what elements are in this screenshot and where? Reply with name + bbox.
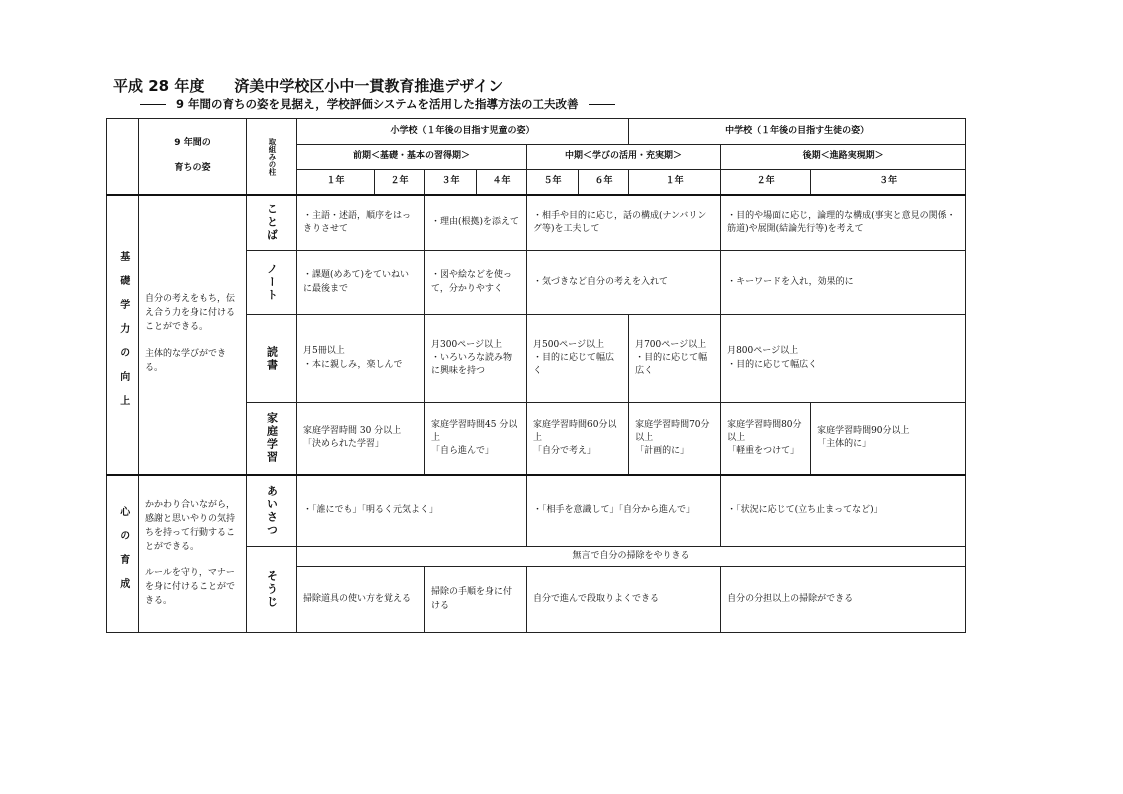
dokusho-mid-1-note: ・目的に応じて幅広く	[533, 352, 615, 377]
katei-mid-2	[629, 403, 721, 475]
header-junior: 中学校（１年後の目指す生徒の姿）	[629, 119, 966, 145]
header-stage-early: 前期＜基礎・基本の習得期＞	[297, 145, 527, 170]
goal-kokoro-2: ルールを守り，マナーを身に付けることができる。	[145, 567, 236, 606]
katei-early-1	[297, 403, 425, 475]
dokusho-late-note: ・目的に応じて幅広く	[727, 359, 818, 370]
title-name: 済美中学校区小中一貫教育推進デザイン	[234, 77, 504, 95]
note-early-1: ・課題(めあて)をていねいに最後まで	[297, 251, 425, 315]
kotoba-early-1: ・主語・述語，順序をはっきりさせて	[297, 195, 425, 251]
goal-kiso	[139, 195, 247, 475]
dokusho-mid-2-target: 月700ページ以上	[635, 339, 707, 350]
katei-late-2-time: 家庭学習時間90分以上	[817, 426, 910, 437]
pillar-aisatsu: あいさつ	[247, 475, 297, 547]
note-mid: ・気づきなど自分の考えを入れて	[527, 251, 721, 315]
dokusho-early-2-target: 月300ページ以上	[431, 339, 502, 350]
subtitle-dash-right	[589, 104, 615, 105]
pillar-note: ノート	[247, 251, 297, 315]
kotoba-late: ・目的や場面に応じ，論理的な構成(事実と意見の関係・筋道)や展開(結論先行等)を考えて	[721, 195, 966, 251]
section-label-kiso: 基礎学力の向上	[107, 195, 139, 475]
header-stage-mid: 中期＜学びの活用・充実期＞	[527, 145, 721, 170]
grade-cell: ３年	[425, 170, 477, 195]
design-table	[106, 118, 966, 633]
katei-early-2-time: 家庭学習時間45 分以上	[431, 419, 518, 443]
aisatsu-mid: ・「相手を意識して」「自分から進んで」	[527, 475, 721, 547]
souji-early-2: 掃除の手順を身に付ける	[425, 567, 527, 633]
page-subtitle	[130, 96, 625, 112]
grade-cell: １年	[297, 170, 375, 195]
header-corner	[107, 119, 139, 195]
katei-late-1-time: 家庭学習時間80分以上	[727, 419, 802, 443]
kotoba-mid: ・相手や目的に応じ，話の構成(ナンバリング等)を工夫して	[527, 195, 721, 251]
aisatsu-early: ・「誰にでも」「明るく元気よく」	[297, 475, 527, 547]
grade-cell: ５年	[527, 170, 579, 195]
subtitle-text: 9 年間の育ちの姿を見据え，学校評価システムを活用した指導方法の工夫改善	[176, 97, 579, 111]
grade-cell: ２年	[721, 170, 811, 195]
grade-cell: ３年	[811, 170, 966, 195]
pillar-dokusho: 読書	[247, 315, 297, 403]
dokusho-late-target: 月800ページ以上	[727, 346, 799, 357]
katei-early-1-note: 「決められた学習」	[303, 439, 385, 450]
dokusho-mid-2-note: ・目的に応じて幅広く	[635, 352, 708, 377]
katei-late-2-note: 「主体的に」	[817, 439, 872, 450]
katei-late-1-note: 「軽重をつけて」	[727, 445, 800, 456]
grade-cell: １年	[629, 170, 721, 195]
goal-kokoro-1: かかわり合いながら，感謝と思いやりの気持ちを持って行動することができる。	[145, 499, 236, 552]
katei-mid-1	[527, 403, 629, 475]
grade-cell: ２年	[375, 170, 425, 195]
dokusho-mid-1	[527, 315, 629, 403]
katei-early-2	[425, 403, 527, 475]
goal-kokoro	[139, 475, 247, 633]
header-sugata	[139, 119, 247, 195]
dokusho-early-1	[297, 315, 425, 403]
katei-mid-1-time: 家庭学習時間60分以上	[533, 419, 617, 443]
grade-cell: ４年	[477, 170, 527, 195]
souji-early-1: 掃除道具の使い方を覚える	[297, 567, 425, 633]
souji-late: 自分の分担以上の掃除ができる	[721, 567, 966, 633]
header-sugata-line1: 9 年間の	[174, 138, 211, 149]
note-early-2: ・図や絵などを使って，分かりやすく	[425, 251, 527, 315]
katei-early-2-note: 「自ら進んで」	[431, 445, 495, 456]
note-late: ・キーワードを入れ，効果的に	[721, 251, 966, 315]
title-year: 平成 28 年度	[113, 77, 205, 95]
katei-late-1	[721, 403, 811, 475]
section-label-kokoro: 心の育成	[107, 475, 139, 633]
dokusho-early-1-target: 月5冊以上	[303, 346, 345, 357]
pillar-katei: 家庭学習	[247, 403, 297, 475]
dokusho-mid-2	[629, 315, 721, 403]
subtitle-dash-left	[140, 104, 166, 105]
dokusho-mid-1-target: 月500ページ以上	[533, 339, 604, 350]
kotoba-early-2: ・理由(根拠)を添えて	[425, 195, 527, 251]
aisatsu-late: ・「状況に応じて(立ち止まってなど)」	[721, 475, 966, 547]
katei-mid-2-note: 「計画的に」	[635, 445, 690, 456]
dokusho-late	[721, 315, 966, 403]
header-sugata-line2: 育ちの姿	[174, 163, 211, 174]
souji-mid: 自分で進んで段取りよくできる	[527, 567, 721, 633]
katei-mid-2-time: 家庭学習時間70分以上	[635, 419, 710, 443]
dokusho-early-2-note: ・いろいろな読み物に興味を持つ	[431, 352, 513, 377]
grade-cell: ６年	[579, 170, 629, 195]
header-elementary: 小学校（１年後の目指す児童の姿）	[297, 119, 629, 145]
pillar-souji: そうじ	[247, 547, 297, 633]
katei-early-1-time: 家庭学習時間 30 分以上	[303, 426, 402, 437]
katei-mid-1-note: 「自分で考え」	[533, 445, 597, 456]
souji-common: 無言で自分の掃除をやりきる	[297, 547, 966, 567]
goal-kiso-2: 主体的な学びができる。	[145, 349, 227, 374]
pillar-kotoba: ことば	[247, 195, 297, 251]
header-pillar-text: 取組みの柱	[267, 137, 277, 175]
goal-kiso-1: 自分の考えをもち，伝え合う力を身に付けることができる。	[145, 293, 236, 332]
page-title	[113, 75, 503, 96]
header-pillar	[247, 119, 297, 195]
katei-late-2	[811, 403, 966, 475]
header-stage-late: 後期＜進路実現期＞	[721, 145, 966, 170]
dokusho-early-1-note: ・本に親しみ，楽しんで	[303, 359, 403, 370]
dokusho-early-2	[425, 315, 527, 403]
